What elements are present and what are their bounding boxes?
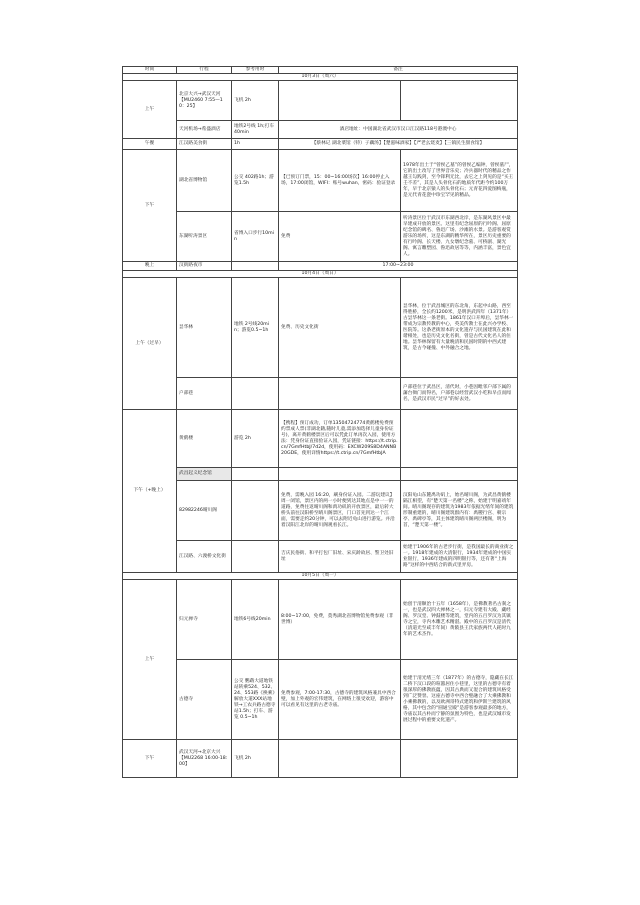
table-row — [123, 262, 518, 271]
route-cell: 归元禅寺 — [177, 580, 232, 660]
detail-note-cell: 1978年出土于“曾侯乙墓”的曾侯乙编钟，曾侯墓尸，它的出土改写了世界音乐史；冷兵器时代的精品之作越王勾践剑，至今锋利无比，去它之上剑见的是“买王壬不差”，其是人头骨化石的地质年代距今约100万年，早于北京猿人的头骨化石；元青花四爱图梅瓶，是元代青花瓷中珍宝罕见的精品。 — [401, 150, 518, 212]
time-period-cell: 上午 — [123, 580, 177, 740]
duration-cell: 地铁2号线 1h;打车 40min — [232, 121, 279, 139]
day-header-row — [123, 271, 518, 278]
detail-note-cell — [401, 468, 518, 481]
table-row — [123, 481, 518, 541]
table-row — [123, 410, 518, 468]
table-row — [123, 150, 518, 212]
detail-note-cell: 始建于1906年的古老步行街，是我国最长的商业街之一。1918年建成的大清银行，1934年建成的中国实业银行，1936年建成的四明银行等，还有著“上海路”这样的中西结合的新式里弄房。 — [401, 541, 518, 573]
route-cell: 武昌起义纪念馆 — [177, 468, 232, 481]
duration-cell: 飞机 2h — [232, 740, 279, 778]
header-notes: 备注 — [279, 67, 518, 74]
detail-note-cell: 始建于清光绪三年（1877年）的古德寺，隐藏在长江二桥下汉口段的喧嚣居住小巷里，这里的古德寺有着很深厚的佛教底蕴，因其古典而又混合的建筑风格受到广泛赞誉。这座古德寺中西合璧融合了大乘佛教和小乘佛教的，以及欧洲哥特式建筑和伊斯兰建筑的风格，其中包含的“圆通宝殿”是游客参观最多的地方，寺庙以其古朴而宁静的氛围为特色，也是武汉城市发展过程中的重要文化遗产。 — [401, 660, 518, 740]
table-row — [123, 139, 518, 150]
note-cell: 免费参观，7:00-17:30，古德寺的建筑风格兼具中西合璧，加上外观的宏伟建筑，在网络上很受欢迎，游客中可以看见有这里的古老寺庙。 — [279, 660, 401, 740]
time-period-cell: 晚上 — [123, 262, 177, 271]
note-cell: 免费 — [279, 212, 401, 262]
table-row — [123, 740, 518, 778]
duration-cell — [232, 468, 279, 481]
time-period-cell: 下午 — [123, 150, 177, 262]
note-cell: 【蔡林记 湖北菜馆（特）子藕汤】【楚滋味酒家】【严老幺烧麦】【三镇民生甜食馆】 — [279, 139, 518, 150]
note-cell: 免费，需晚入园 16:20，刷身份证入园。二游玩建议】周一闭馆，景区内的两一小时便到达其地点是中一一的道路，免费往返晴川阁和禹功矶的开放景区，最后转大桥头前往汉阳桥至晴川阁景区，门口首先到达一个江面，需要走约20分钟，可以去附近龟山进行游览。并沿着汉阳江北岸的晴川阁观看长江。 — [279, 481, 401, 541]
duration-cell: 飞机 2h — [232, 81, 279, 121]
itinerary-table — [122, 66, 518, 778]
note-cell: 免费、历史文化街 — [279, 278, 401, 378]
duration-cell — [232, 262, 279, 271]
detail-note-cell: 昙华林，位于武昌城区的东北角，东起中山路，西至得胜桥，全长约1200米，是明洪武四年（1371年）古昙华林这一条老街。1861年汉口开埠后，昙华林一带成为宗教传教的中心，英美传教士在此兴办学校、医院等。这条老街原本的文化遗存与民国建筑在此和谐相处，也是历史文化名街，曾是古代文化名人的住地。昙华林保留有大量晚清和民国时期的中西式建筑，是古今碰撞、中外融合之地。 — [401, 278, 518, 378]
route-cell: 天河机场→希盛酒店 — [177, 121, 232, 139]
detail-note-cell: 始创于清顺治十五年（1658年），是佛教著名古刹之一，也是武汉四大禅林之一，归元寺建有大殿、藏经阁、罗汉堂、钟鼓楼等建筑，堂内的五百罗汉为其镇寺之宝，寺内木雕艺术精湛。殿中的五百罗汉是清代（清道光至咸丰年间）黄陂县王氏家族两代人耗时九年的艺术杰作。 — [401, 580, 518, 660]
table-row — [123, 121, 518, 139]
route-cell: 黄鹤楼 — [177, 410, 232, 468]
itinerary-body — [123, 74, 518, 778]
duration-cell: 公交 402路1h；游览1.5h — [232, 150, 279, 212]
note-cell: 17:00~23:00 — [279, 262, 518, 271]
time-period-cell: 下午（+晚上） — [123, 410, 177, 573]
duration-cell — [232, 378, 279, 410]
duration-cell: 地铁6号线20min — [232, 580, 279, 660]
detail-note-cell — [401, 410, 518, 468]
table-row — [123, 278, 518, 378]
table-row — [123, 468, 518, 481]
duration-cell: 省博入口步行10min — [232, 212, 279, 262]
detail-note-cell: 听涛景区位于武汉市东湖西北岸，是东湖风景区中最早建成开放的景区。这里有纪念屈原的行吟阁、屈原纪念馆的碑名、鲁迅广场、沙滩的水景。是游客观赏游乐的场所，这是东湖的精华所在，景区历史重要的有行吟阁、长天楼、九女墩纪念墓、可桥剧、湖光阁、寓言雕塑园、鲁迅故居等等，内涵丰富，景色宜人。 — [401, 212, 518, 262]
day-label: 10月4日（周日） — [123, 271, 518, 278]
time-period-cell: 上午（过早） — [123, 278, 177, 410]
table-row — [123, 580, 518, 660]
note-cell — [279, 468, 401, 481]
route-cell: 北京大兴→武汉天河【MU2460 7:55—10：25】 — [177, 81, 232, 121]
detail-note-cell — [401, 81, 518, 121]
day-header-row — [123, 74, 518, 81]
note-cell: 【已预订门票，15：00~16:00场次】16:00停止入场，17:00闭馆，WIFI：账号wuhan，密码：验证登录 — [279, 150, 401, 212]
itinerary-sheet — [122, 66, 517, 778]
day-header-row — [123, 573, 518, 580]
header-row — [123, 67, 518, 74]
table-row — [123, 212, 518, 262]
note-cell: 酒店地址：中国湖北省武汉市汉口江汉路118号港澳中心 — [279, 121, 518, 139]
note-cell — [279, 81, 401, 121]
route-cell: 82982246晴川阁 — [177, 481, 232, 541]
duration-cell: 公交 鹦鹉大道地铁站转乘524、532、24、553路《换乘》解放大道XXX站地铁→工农兵路古德寺站1.5h；打车、游览 0.5~1h — [232, 660, 279, 740]
time-period-cell: 下午 — [123, 740, 177, 778]
note-cell: 【携程】预订成功，订单13504724774黄鹤楼免费预约票成人票(非湖北籍,随时儿童,需添加选择儿童身份证号)，离开黄鹤楼景区后可以凭此订单再次入园，使用方法：凭身份证直接验证入园，凭证链接：https://t.ctrip.cn/7GmfHtbJ/7d2d，使用码：EXCW209S8D4ANNB20GDE，使用详情https://t.ctrip.cn/7GmfHtbJA — [279, 410, 401, 468]
duration-cell: 游览 2h — [232, 410, 279, 468]
header-time: 时间 — [123, 67, 177, 74]
detail-note-cell: 户部巷位于武昌区，清代时，小巷因毗邻户部下属的藩台衙门而得名，户部巷以经营武汉小吃和早点而闻名，是武汉市民“过早”的好去处。 — [401, 378, 518, 410]
duration-cell: 1h — [232, 139, 279, 150]
note-cell: 吉庆民俗街、和平打包厂旧址、宋庆龄故居、警卫处旧址 — [279, 541, 401, 573]
route-cell: 东湖听涛景区 — [177, 212, 232, 262]
route-cell: 武汉天河→北京大兴【MU2268 16:00-18:00】 — [177, 740, 232, 778]
route-cell: 江汉路美食街 — [177, 139, 232, 150]
day-label: 10月5日（周一） — [123, 573, 518, 580]
route-cell: 汉街路夜市 — [177, 262, 232, 271]
route-cell: 古德寺 — [177, 660, 232, 740]
note-cell: 8:00~17:00，免费，莫秀湖北省博物馆免费参观（非世博） — [279, 580, 401, 660]
header-duration: 参考用时 — [232, 67, 279, 74]
duration-cell — [232, 541, 279, 573]
time-period-cell: 午餐 — [123, 139, 177, 150]
note-cell — [279, 378, 401, 410]
route-cell: 户部巷 — [177, 378, 232, 410]
detail-note-cell — [401, 740, 518, 778]
duration-cell — [232, 481, 279, 541]
route-cell: 湖北省博物馆 — [177, 150, 232, 212]
route-cell: 江汉路、六渡桥文化街 — [177, 541, 232, 573]
route-cell: 昙华林 — [177, 278, 232, 378]
time-period-cell: 上午 — [123, 81, 177, 139]
table-row — [123, 541, 518, 573]
header-route: 行程 — [177, 67, 232, 74]
day-label: 10月3日（周六） — [123, 74, 518, 81]
table-row — [123, 81, 518, 121]
detail-note-cell: 汉阳龟山东麓禹功矶上，始名晴川阁，为武昌黄鹤楼隔江相望，有“楚天第一名楼”之称，始建于明嘉靖年间。晴川阁现存的建筑为1983年依据光绪年间的建筑形制重建的，晴川阁建筑群内有：禹稷行宫、朝宗亭、禹碑亭等，其主体建筑晴川阁两层楼阁，明为首，“楚天第一楼”。 — [401, 481, 518, 541]
table-row — [123, 660, 518, 740]
note-cell — [279, 740, 401, 778]
table-row — [123, 378, 518, 410]
duration-cell: 地铁 2号线20min；游览0.5~1h — [232, 278, 279, 378]
